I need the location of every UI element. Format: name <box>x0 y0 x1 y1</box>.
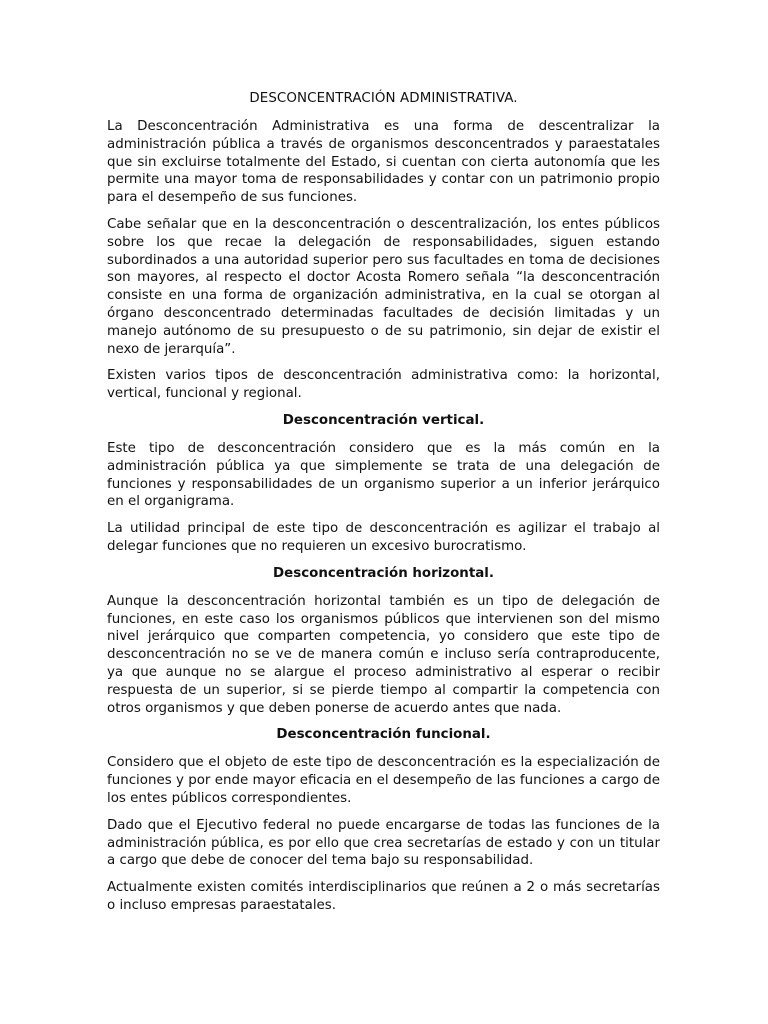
section-heading-vertical: Desconcentración vertical. <box>282 412 485 428</box>
paragraph: Existen varios tipos de desconcentración administrativa como: la horizontal, vertical, funcional y regional. <box>107 368 660 402</box>
paragraph: Dado que el Ejecutivo federal no puede encargarse de todas las funciones de la administración pública, es por ello que crea secretarías de estado y con un titular a cargo que debe de conocer del tema bajo su responsabilidad. <box>107 817 660 869</box>
paragraph: La utilidad principal de este tipo de desconcentración es agilizar el trabajo al delegar funciones que no requieren un excesivo burocratismo. <box>107 521 660 554</box>
paragraph: Considero que el objeto de este tipo de desconcentración es la especialización de funciones y por ende mayor eficacia en el desempeño de las funciones a cargo de los entes públicos correspondientes. <box>107 755 660 806</box>
paragraph: Este tipo de desconcentración considero que es la más común en la administración pública ya que simplemente se trata de una delegación de funciones y responsabilidades de un organismo superior a un inferior jerárquico en el organigrama. <box>107 440 660 510</box>
document-body <box>107 90 660 924</box>
section-heading-horizontal: Desconcentración horizontal. <box>273 565 494 581</box>
paragraph: Actualmente existen comités interdisciplinarios que reúnen a 2 o más secretarías o incluso empresas paraestatales. <box>107 880 660 913</box>
paragraph: Cabe señalar que en la desconcentración o descentralización, los entes públicos sobre los que recae la delegación de responsabilidades, siguen estando subordinados a una autoridad superior pero sus facultades en toma de decisiones son mayores, al respecto el doctor Acosta Romero señala “la desconcentración consiste en una forma de organización administrativa, en la cual se otorgan al órgano desconcentrado determinadas facultades de decisión limitadas y un manejo autónomo de su presupuesto o de su patrimonio, sin dejar de existir el nexo de jerarquía”. <box>107 216 660 357</box>
document-title: DESCONCENTRACIÓN ADMINISTRATIVA. <box>249 91 518 106</box>
paragraph: La Desconcentración Administrativa es una forma de descentralizar la administración pública a través de organismos desconcentrados y paraestatales que sin excluirse totalmente del Estado, si cuentan con cierta autonomía que les permite una mayor toma de responsabilidades y contar con un patrimonio propio para el desempeño de sus funciones. <box>107 119 660 206</box>
section-heading-funcional: Desconcentración funcional. <box>276 727 491 743</box>
paragraph: Aunque la desconcentración horizontal también es un tipo de delegación de funciones, en este caso los organismos públicos que intervienen son del mismo nivel jerárquico que comparten competencia, yo considero que este tipo de desconcentración no se ve de manera común e incluso sería contraproducente, ya que aunque no se alargue el proceso administrativo al esperar o recibir respuesta de un superior, si se pierde tiempo al compartir la competencia con otros organismos y que deben ponerse de acuerdo antes que nada. <box>107 593 660 716</box>
